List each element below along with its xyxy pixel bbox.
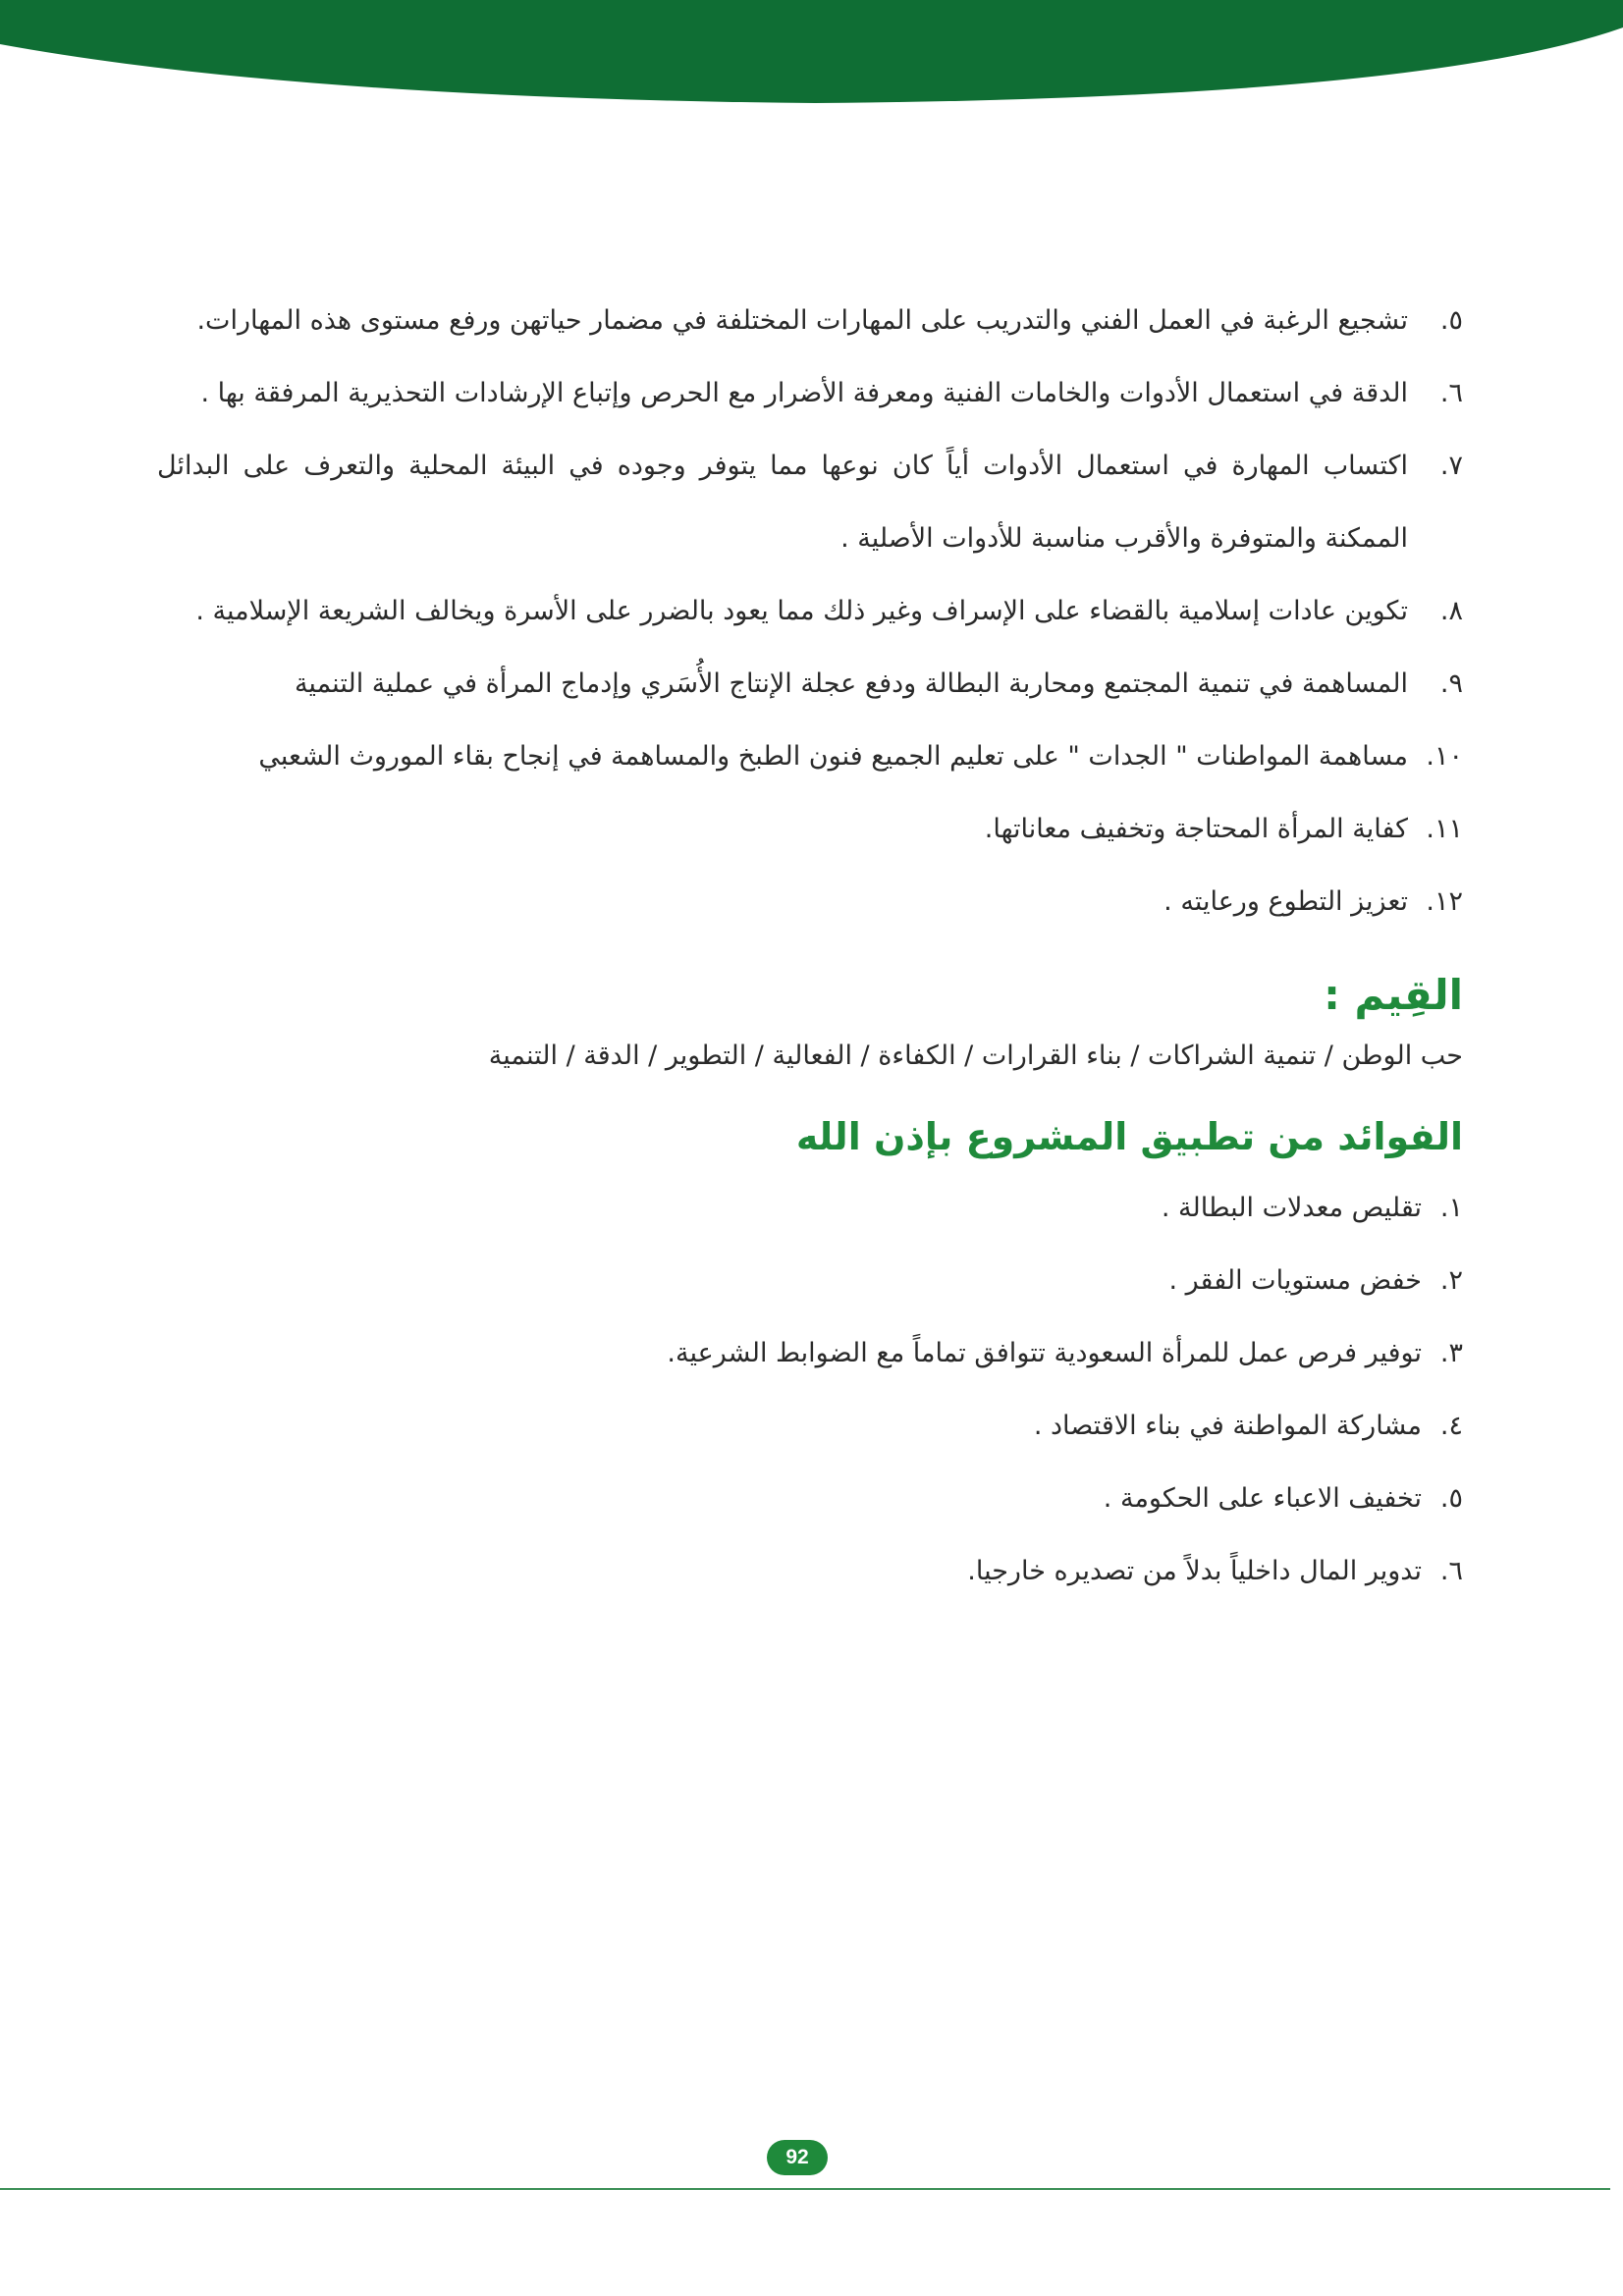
item-number: ٢. [1439,1265,1463,1296]
values-text: حب الوطن / تنمية الشراكات / بناء القرارات / الكفاءة / الفعالية / التطوير / الدقة / التنمية [488,1041,1463,1071]
list-item [157,430,1463,575]
item-number: ٦. [1439,378,1463,408]
item-number: ٣. [1439,1338,1463,1368]
item-text: مشاركة المواطنة في بناء الاقتصاد . [1033,1411,1422,1441]
list-item [157,285,1463,357]
list-item [157,575,1463,648]
item-number: ٩. [1439,668,1463,699]
list-item [157,1245,1463,1317]
item-text: تخفيف الاعباء على الحكومة . [1103,1483,1422,1514]
top-green-banner [0,0,1623,108]
page-number: 92 [785,2146,809,2168]
item-text: المساهمة في تنمية المجتمع ومحاربة البطالة ودفع عجلة الإنتاج الأُسَري وإدماج المرأة في عملية التنمية [294,668,1408,699]
item-number: ٧. [1439,451,1463,481]
item-number: ٤. [1439,1411,1463,1441]
benefits-list [157,1172,1463,1608]
list-item [157,1390,1463,1463]
list-item [157,866,1463,938]
item-text: تكوين عادات إسلامية بالقضاء على الإسراف وغير ذلك مما يعود بالضرر على الأسرة ويخالف الشريعة الإسلامية . [195,596,1408,626]
page-number-badge [767,2140,828,2175]
item-text: توفير فرص عمل للمرأة السعودية تتوافق تماماً مع الضوابط الشرعية. [667,1338,1422,1368]
item-text: تقليص معدلات البطالة . [1161,1193,1422,1223]
item-text: الدقة في استعمال الأدوات والخامات الفنية ومعرفة الأضرار مع الحرص وإتباع الإرشادات التحذيرية المرفقة بها . [200,378,1408,408]
list-item [157,1463,1463,1535]
item-number: ١٠. [1426,741,1463,772]
item-number: ٥. [1439,1483,1463,1514]
item-number: ٦. [1439,1556,1463,1586]
item-text: تشجيع الرغبة في العمل الفني والتدريب على المهارات المختلفة في مضمار حياتهن ورفع مستوى هذه المهارات. [196,305,1408,336]
item-text: مساهمة المواطنات " الجدات " على تعليم الجميع فنون الطبخ والمساهمة في إنجاح بقاء الموروث الشعبي [258,741,1408,772]
item-text: اكتساب المهارة في استعمال الأدوات أياً كان نوعها مما يتوفر وجوده في البيئة المحلية والتعرف على البدائل الممكنة والمتوفرة والأقرب مناسبة للأدوات الأصلية . [157,451,1408,554]
item-number: ١. [1439,1193,1463,1223]
list-item [157,1535,1463,1608]
item-text: كفاية المرأة المحتاجة وتخفيف معاناتها. [984,814,1408,844]
list-item [157,721,1463,793]
footer-divider [0,2188,1610,2190]
item-text: تدوير المال داخلياً بدلاً من تصديره خارجيا. [967,1556,1422,1586]
item-number: ٨. [1439,596,1463,626]
item-number: ١١. [1426,814,1463,844]
list-item [157,357,1463,430]
item-number: ٥. [1439,305,1463,336]
objectives-list [157,285,1463,938]
list-item [157,648,1463,721]
item-number: ١٢. [1426,886,1463,917]
list-item [157,1317,1463,1390]
item-text: خفض مستويات الفقر . [1168,1265,1422,1296]
banner-shape [0,0,1623,103]
item-text: تعزيز التطوع ورعايته . [1163,886,1408,917]
list-item [157,793,1463,866]
values-title: القِيم : [1324,971,1463,1019]
page-content [157,285,1463,1608]
benefits-title: الفوائد من تطبيق المشروع بإذن الله [795,1115,1463,1158]
list-item [157,1172,1463,1245]
